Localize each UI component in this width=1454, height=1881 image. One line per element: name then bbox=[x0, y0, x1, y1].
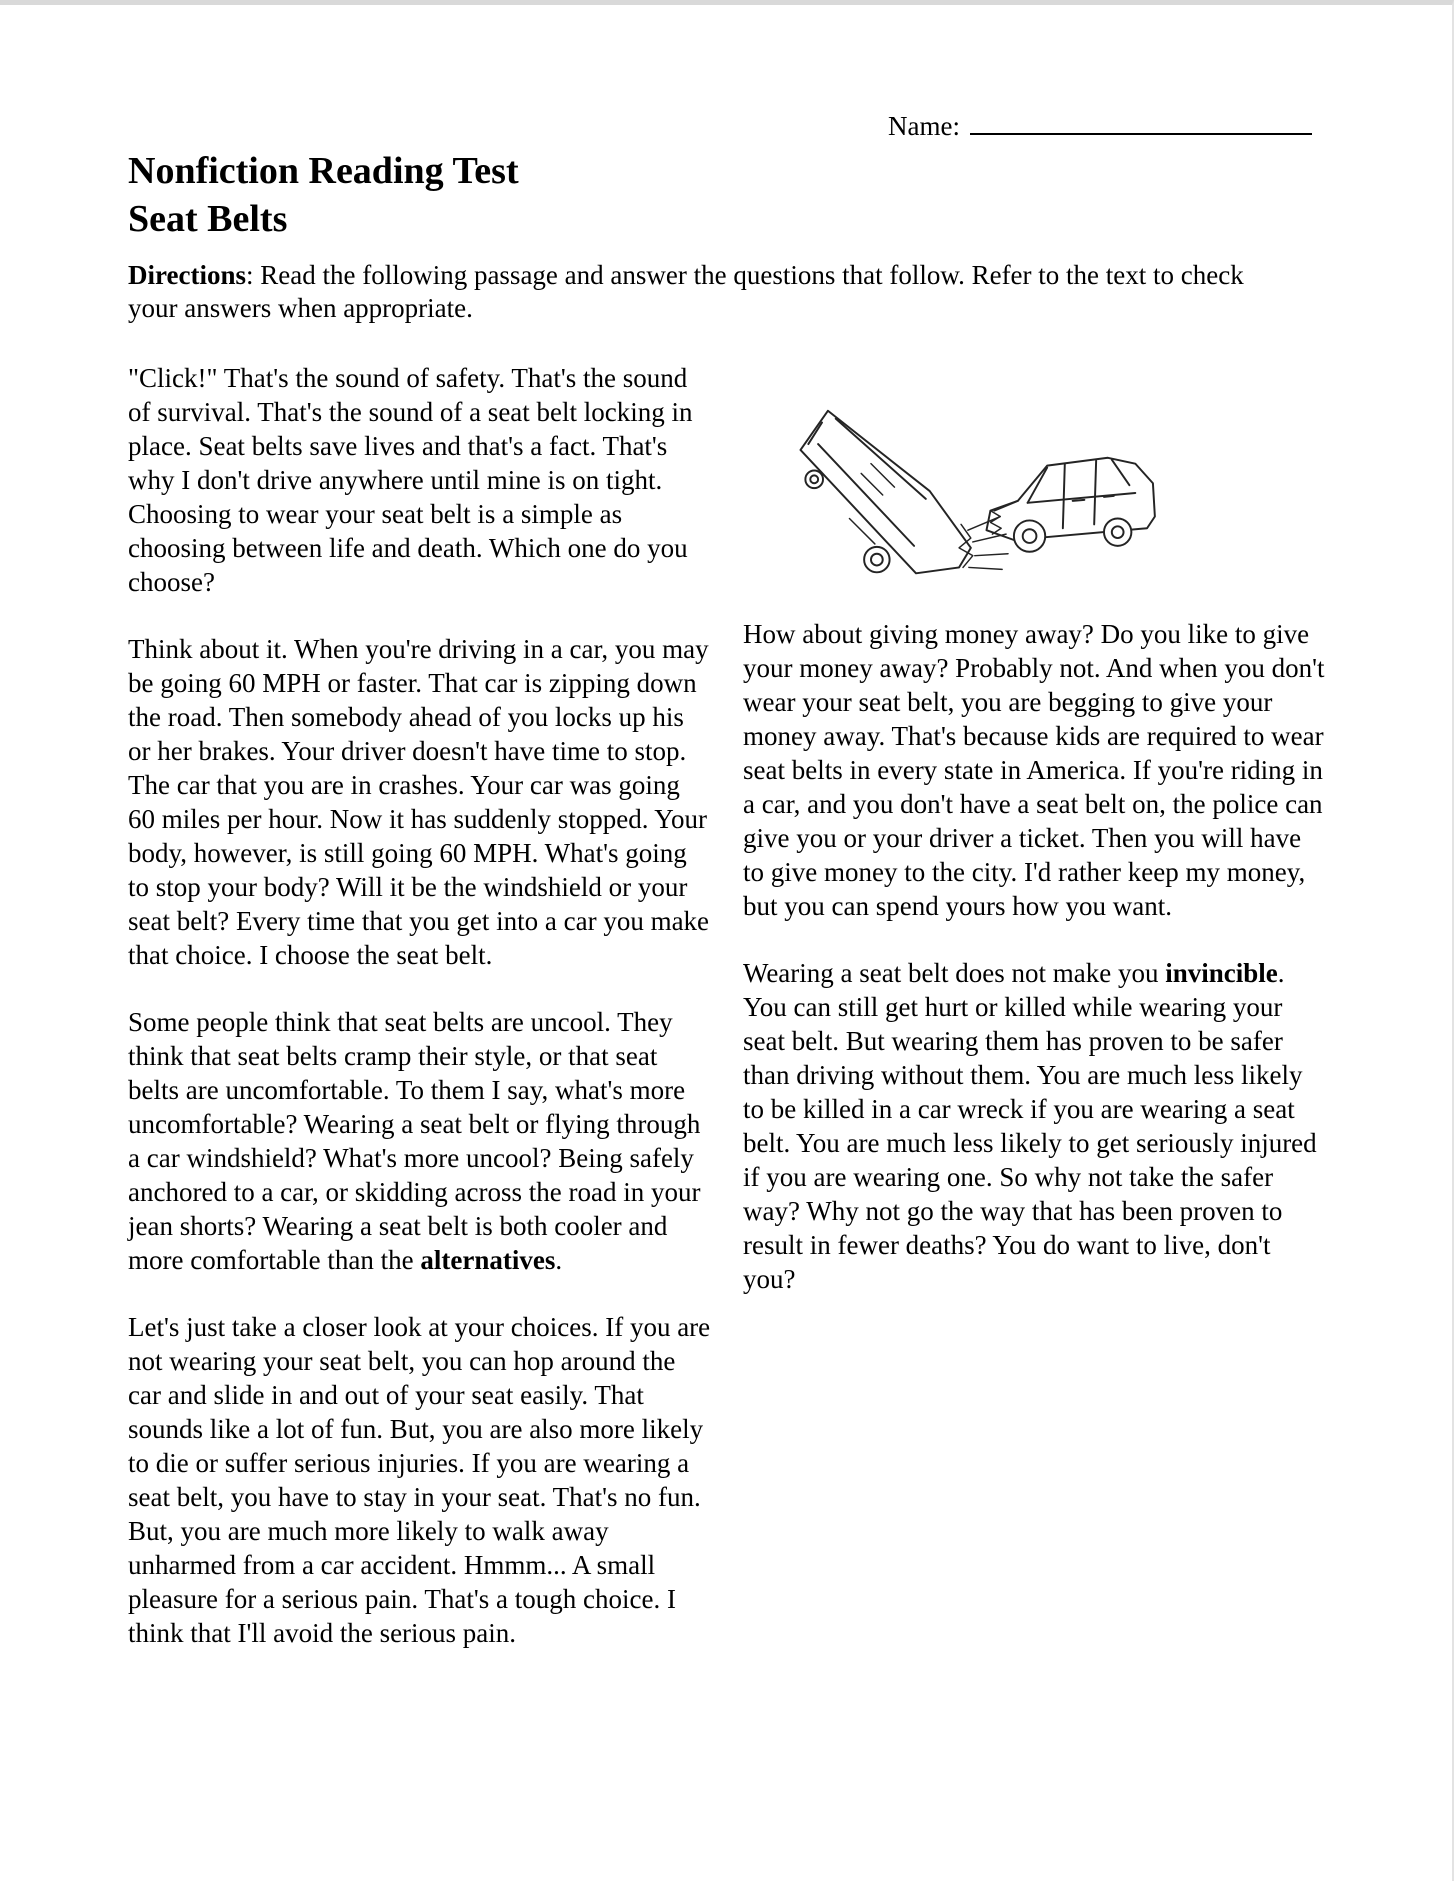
paragraph-3-bold-word: alternatives bbox=[420, 1245, 556, 1275]
name-label: Name: bbox=[888, 111, 960, 141]
paragraph-3-text-end: . bbox=[555, 1245, 563, 1275]
passage-right-column bbox=[743, 361, 1326, 1683]
title-block bbox=[128, 147, 1326, 243]
passage-columns bbox=[128, 361, 1326, 1683]
paragraph-6-text-end: . You can still get hurt or killed while wearing your seat belt. But wearing them has proven to be safer than driving without them. You are much less likely to be killed in a car wreck if you are wearing a seat belt. You are much less likely to get seriously injured if you are wearing one. So why not take the safer way? Why not go the way that has been proven to result in fewer deaths? You do want to live, don't you? bbox=[743, 958, 1317, 1294]
paragraph-3 bbox=[128, 1005, 711, 1277]
crashed-car-right bbox=[986, 458, 1154, 552]
passage-left-column bbox=[128, 361, 711, 1683]
page-subtitle: Seat Belts bbox=[128, 198, 288, 240]
directions-text: : Read the following passage and answer the questions that follow. Refer to the text to check your answers when appropriate. bbox=[128, 260, 1244, 323]
paragraph-5: How about giving money away? Do you like to give your money away? Probably not. And when you don't wear your seat belt, you are begging to give your money away. That's because kids are required to wear seat belts in every state in America. If you're riding in a car, and you don't have a seat belt on, the police can give you or your driver a ticket. Then you will have to give money to the city. I'd rather keep my money, but you can spend yours how you want. bbox=[743, 619, 1325, 921]
paragraph-3-text: Some people think that seat belts are uncool. They think that seat belts cramp their style, or that seat belts are uncomfortable. To them I say, what's more uncomfortable? Wearing a seat belt or flying through a car windshield? What's more uncool? Being safely anchored to a car, or skidding across the road in your jean shorts? Wearing a seat belt is both cooler and more comfortable than the bbox=[128, 1007, 701, 1275]
page-title: Nonfiction Reading Test bbox=[128, 150, 519, 192]
paragraph-1: "Click!" That's the sound of safety. That's the sound of survival. That's the sound of a seat belt locking in place. Seat belts save lives and that's a fact. That's why I don't drive anywhere until mine is on tight. Choosing to wear your seat belt is a simple as choosing between life and death. Which one do you choose? bbox=[128, 363, 693, 597]
directions bbox=[128, 259, 1288, 325]
paragraph-2: Think about it. When you're driving in a car, you may be going 60 MPH or faster. That car is zipping down the road. Then somebody ahead of you locks up his or her brakes. Your driver doesn't have time to stop. The car that you are in crashes. Your car was going 60 miles per hour. Now it has suddenly stopped. Your body, however, is still going 60 MPH. What's going to stop your body? Will it be the windshield or your seat belt? Every time that you get into a car you make that choice. I choose the seat belt. bbox=[128, 634, 710, 970]
directions-label: Directions bbox=[128, 260, 246, 290]
paragraph-4: Let's just take a closer look at your choices. If you are not wearing your seat belt, you can hop around the car and slide in and out of your seat easily. That sounds like a lot of fun. But, you are also more likely to die or suffer serious injuries. If you are wearing a seat belt, you have to stay in your seat. That's no fun. But, you are much more likely to walk away unharmed from a car accident. Hmmm... A small pleasure for a serious pain. That's a tough choice. I think that I'll avoid the serious pain. bbox=[128, 1312, 711, 1648]
name-blank-line bbox=[970, 132, 1312, 135]
paragraph-6-bold-word: invincible bbox=[1165, 958, 1278, 988]
paragraph-6 bbox=[743, 956, 1326, 1296]
crashed-car-left bbox=[800, 411, 970, 574]
car-crash-illustration bbox=[765, 401, 1161, 587]
paragraph-6-text: Wearing a seat belt does not make you bbox=[743, 958, 1166, 988]
name-row bbox=[128, 111, 1326, 141]
